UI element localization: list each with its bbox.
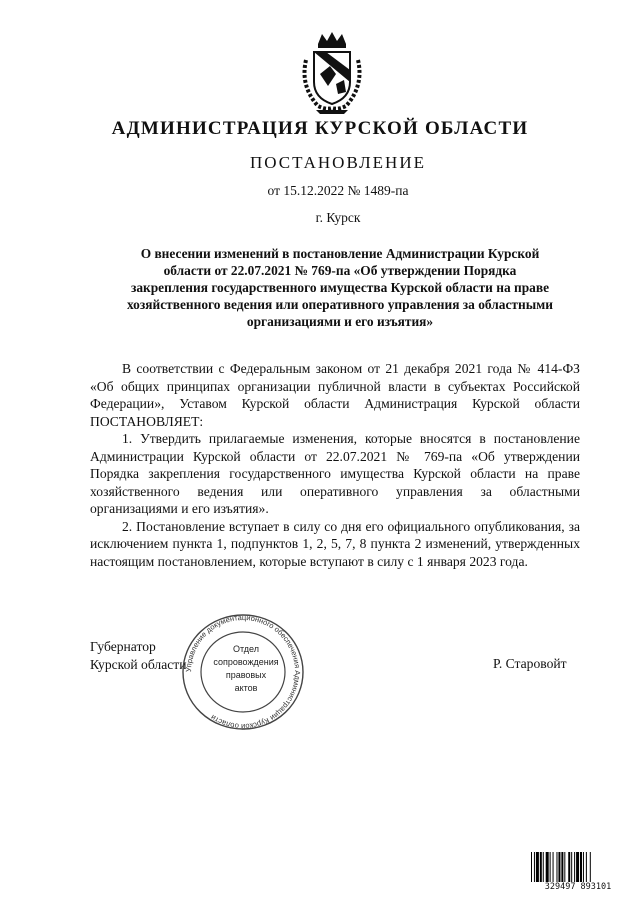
body-paragraph: 1. Утвердить прилагаемые изменения, которые вносятся в постановление Администрации Курской области от 22.07.2021 № 769-па «Об утверждении Порядка закрепления государственного имущества Курской области на праве хозяйственного ведения или оперативного управления за областными организациями и его изъятия». bbox=[90, 431, 580, 516]
stamp-line: Отдел bbox=[232, 644, 260, 654]
subject-line: закрепления государственного имущества Курской области на праве bbox=[130, 280, 550, 295]
document-type: ПОСТАНОВЛЕНИЕ bbox=[249, 153, 426, 172]
subject-line: области от 22.07.2021 № 769-па «Об утверждении Порядка bbox=[163, 263, 517, 278]
kursk-coat-of-arms-icon bbox=[296, 30, 368, 114]
body-paragraph: 2. Постановление вступает в силу со дня его официального опубликования, за исключением пункта 1, подпунктов 1, 2, 5, 7, 8 пункта 2 изменений, утвержденных настоящим постановлением, которые вступают в силу с 1 января 2023 года. bbox=[90, 518, 580, 569]
subject-line: О внесении изменений в постановление Администрации Курской bbox=[140, 246, 540, 261]
body-paragraph: В соответствии с Федеральным законом от 21 декабря 2021 года № 414-ФЗ «Об общих принципах организации публичной власти в субъектах Российской Федерации», Уставом Курской области Администрация Курской области ПОСТАНОВЛЯЕТ: bbox=[90, 361, 580, 429]
signatory-title bbox=[90, 638, 187, 674]
document-date-number: от 15.12.2022 № 1489-па bbox=[267, 183, 409, 198]
document-subject bbox=[90, 245, 590, 330]
document-body bbox=[90, 360, 580, 570]
stamp-ring-text: Управление документационного обеспечения Администрации Курской области bbox=[183, 612, 303, 732]
organization-title: АДМИНИСТРАЦИЯ КУРСКОЙ ОБЛАСТИ bbox=[111, 118, 529, 139]
official-stamp bbox=[178, 612, 308, 732]
signatory-title-line: Курской области bbox=[90, 657, 187, 672]
stamp-line: сопровождения bbox=[213, 657, 279, 667]
subject-line: организациями и его изъятия» bbox=[246, 314, 434, 329]
barcode-number: 329497 893101 bbox=[530, 882, 626, 892]
signatory-name: Р. Старовойт bbox=[493, 656, 567, 671]
subject-line: хозяйственного ведения или оперативного управления за областными bbox=[126, 297, 554, 312]
signatory-title-line: Губернатор bbox=[90, 639, 156, 654]
stamp-line: правовых bbox=[225, 670, 267, 680]
document-city: г. Курск bbox=[315, 210, 361, 225]
stamp-line: актов bbox=[234, 683, 258, 693]
